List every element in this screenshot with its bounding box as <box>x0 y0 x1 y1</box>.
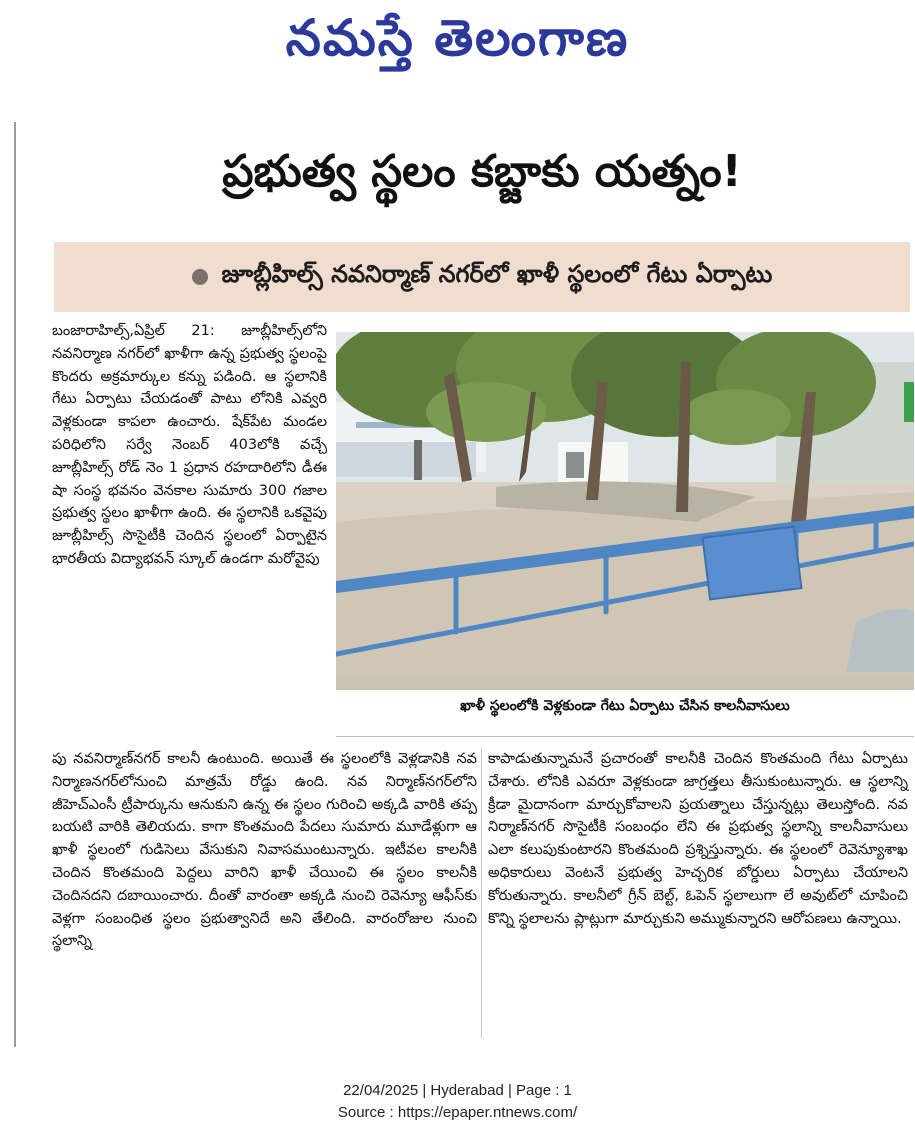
masthead: నమస్తే తెలంగాణ <box>285 8 630 67</box>
article-photo <box>336 332 914 690</box>
photo-caption: ఖాళీ స్థలంలోకి వెళ్లకుండా గేటు ఏర్పాటు చేసిన కాలనీవాసులు <box>460 698 790 714</box>
bullet-icon <box>192 269 208 285</box>
article-paragraph-1: బంజారాహిల్స్,ఏప్రిల్ 21: జూబ్లీహిల్స్‌లోని నవనిర్మాణ నగర్‌లో ఖాళీగా ఉన్న ప్రభుత్వ స్థలంపై కొందరు అక్రమార్కుల కన్ను పడింది. ఆ స్థలానికి గేటు ఏర్పాటు చేయడంతో పాటు లోనికి ఎవ్వరి వెళ్లకుండా కాపలా ఉంచారు. షేక్‌పేట మండల పరిధిలోని సర్వే నెంబర్ 403లోకి వచ్చే జూబ్లీహిల్స్ రోడ్ నెం 1 ప్రధాన రహదారిలోని డీఈ షా సంస్థ భవనం వెనకాల సుమారు 300 గజాల ప్రభుత్వ స్థలం ఖాళీగా ఉంది. ఈ స్థలానికి ఒకవైపు జూబ్లీహిల్స్ సొసైటీకి చెందిన స్థలంలో ఏర్పాటైన భారతీయ విద్యాభవన్ స్కూల్ ఉండగా మరోవైపు <box>52 323 327 567</box>
subheadline-band <box>54 242 910 312</box>
article-column-3 <box>488 748 908 930</box>
clipping-border-line <box>14 122 16 1047</box>
page-footer <box>0 1080 915 1124</box>
article-column-2 <box>52 748 477 953</box>
news-clipping <box>14 122 912 1052</box>
source-info: Source : https://epaper.ntnews.com/ <box>337 1104 578 1121</box>
article-paragraph-3: కాపాడుతున్నామనే ప్రచారంతో కాలనీకి చెందిన కొంతమంది గేటు ఏర్పాటు చేశారు. లోనికి ఎవరూ వెళ్లకుండా జాగ్రత్తలు తీసుకుంటున్నారు. ఆ స్థలాన్ని క్రీడా మైదానంగా మార్చుకోవాలని ప్రయత్నాలు చేస్తున్నట్లు తెలుస్తోంది. నవ నిర్మాణ్‌నగర్ సొసైటీకి సంబంధం లేని ఈ ప్రభుత్వ స్థలాన్ని కాలనీవాసులు ఎలా కలుపుకుంటారని కొంతమంది ప్రశ్నిస్తున్నారు. ఈ స్థలంలో రెవెన్యూశాఖ అధికారులు వెంటనే ప్రభుత్వ హెచ్చరిక బోర్డులు ఏర్పాటు చేయాలని కోరుతున్నారు. కాలనీలో గ్రీన్ బెల్ట్, ఓపెన్ స్థలాలుగా లే అవుట్‌లో చూపించి కొన్ని స్థలాలను ప్లాట్లుగా మార్చుకుని అమ్ముకున్నారని ఆరోపణలు ఉన్నాయి. <box>488 751 908 927</box>
article-headline: ప్రభుత్వ స్థలం కబ్జాకు యత్నం! <box>222 146 742 197</box>
column-divider <box>481 748 482 1038</box>
gate-photo-illustration <box>336 332 914 690</box>
caption-divider <box>336 736 914 737</box>
article-subheadline: జూబ్లీహిల్స్ నవనిర్మాణ్ నగర్‌లో ఖాళీ స్థలంలో గేటు ఏర్పాటు <box>221 260 773 288</box>
article-column-1 <box>52 320 327 571</box>
article-paragraph-2: పు నవనిర్మాణ్‌నగర్ కాలనీ ఉంటుంది. అయితే ఈ స్థలంలోకి వెళ్లడానికి నవ నిర్మాణనగర్‌లోనుంచి మాత్రమే రోడ్డు ఉంది. నవ నిర్మాణ్‌నగర్‌లోని జీహెచ్‌ఎంసీ ట్రీపార్కును ఆనుకుని ఉన్న ఈ స్థలం గురించి అక్కడి వారికి తప్ప బయటి వారికి తెలియదు. కాగా కొంతమంది పేదలు సుమారు మూడేళ్లుగా ఆ ఖాళీ స్థలంలో గుడిసెలు వేసుకుని నివాసముంటున్నారు. ఇటీవల కాలనీకి చెందిన కొంతమంది పెద్దలు వారిని ఖాళీ చేయించి ఈ స్థలం కాలనీకి చెందినదని దబాయించారు. దీంతో వారంతా అక్కడి నుంచి రెవెన్యూ ఆఫీస్‌కు వెళ్లగా సంబంధిత స్థలం ప్రభుత్వానిదే అని తేలింది. వారంరోజుల నుంచి స్థలాన్ని <box>52 751 477 950</box>
edition-info: 22/04/2025 | Hyderabad | Page : 1 <box>343 1082 572 1099</box>
